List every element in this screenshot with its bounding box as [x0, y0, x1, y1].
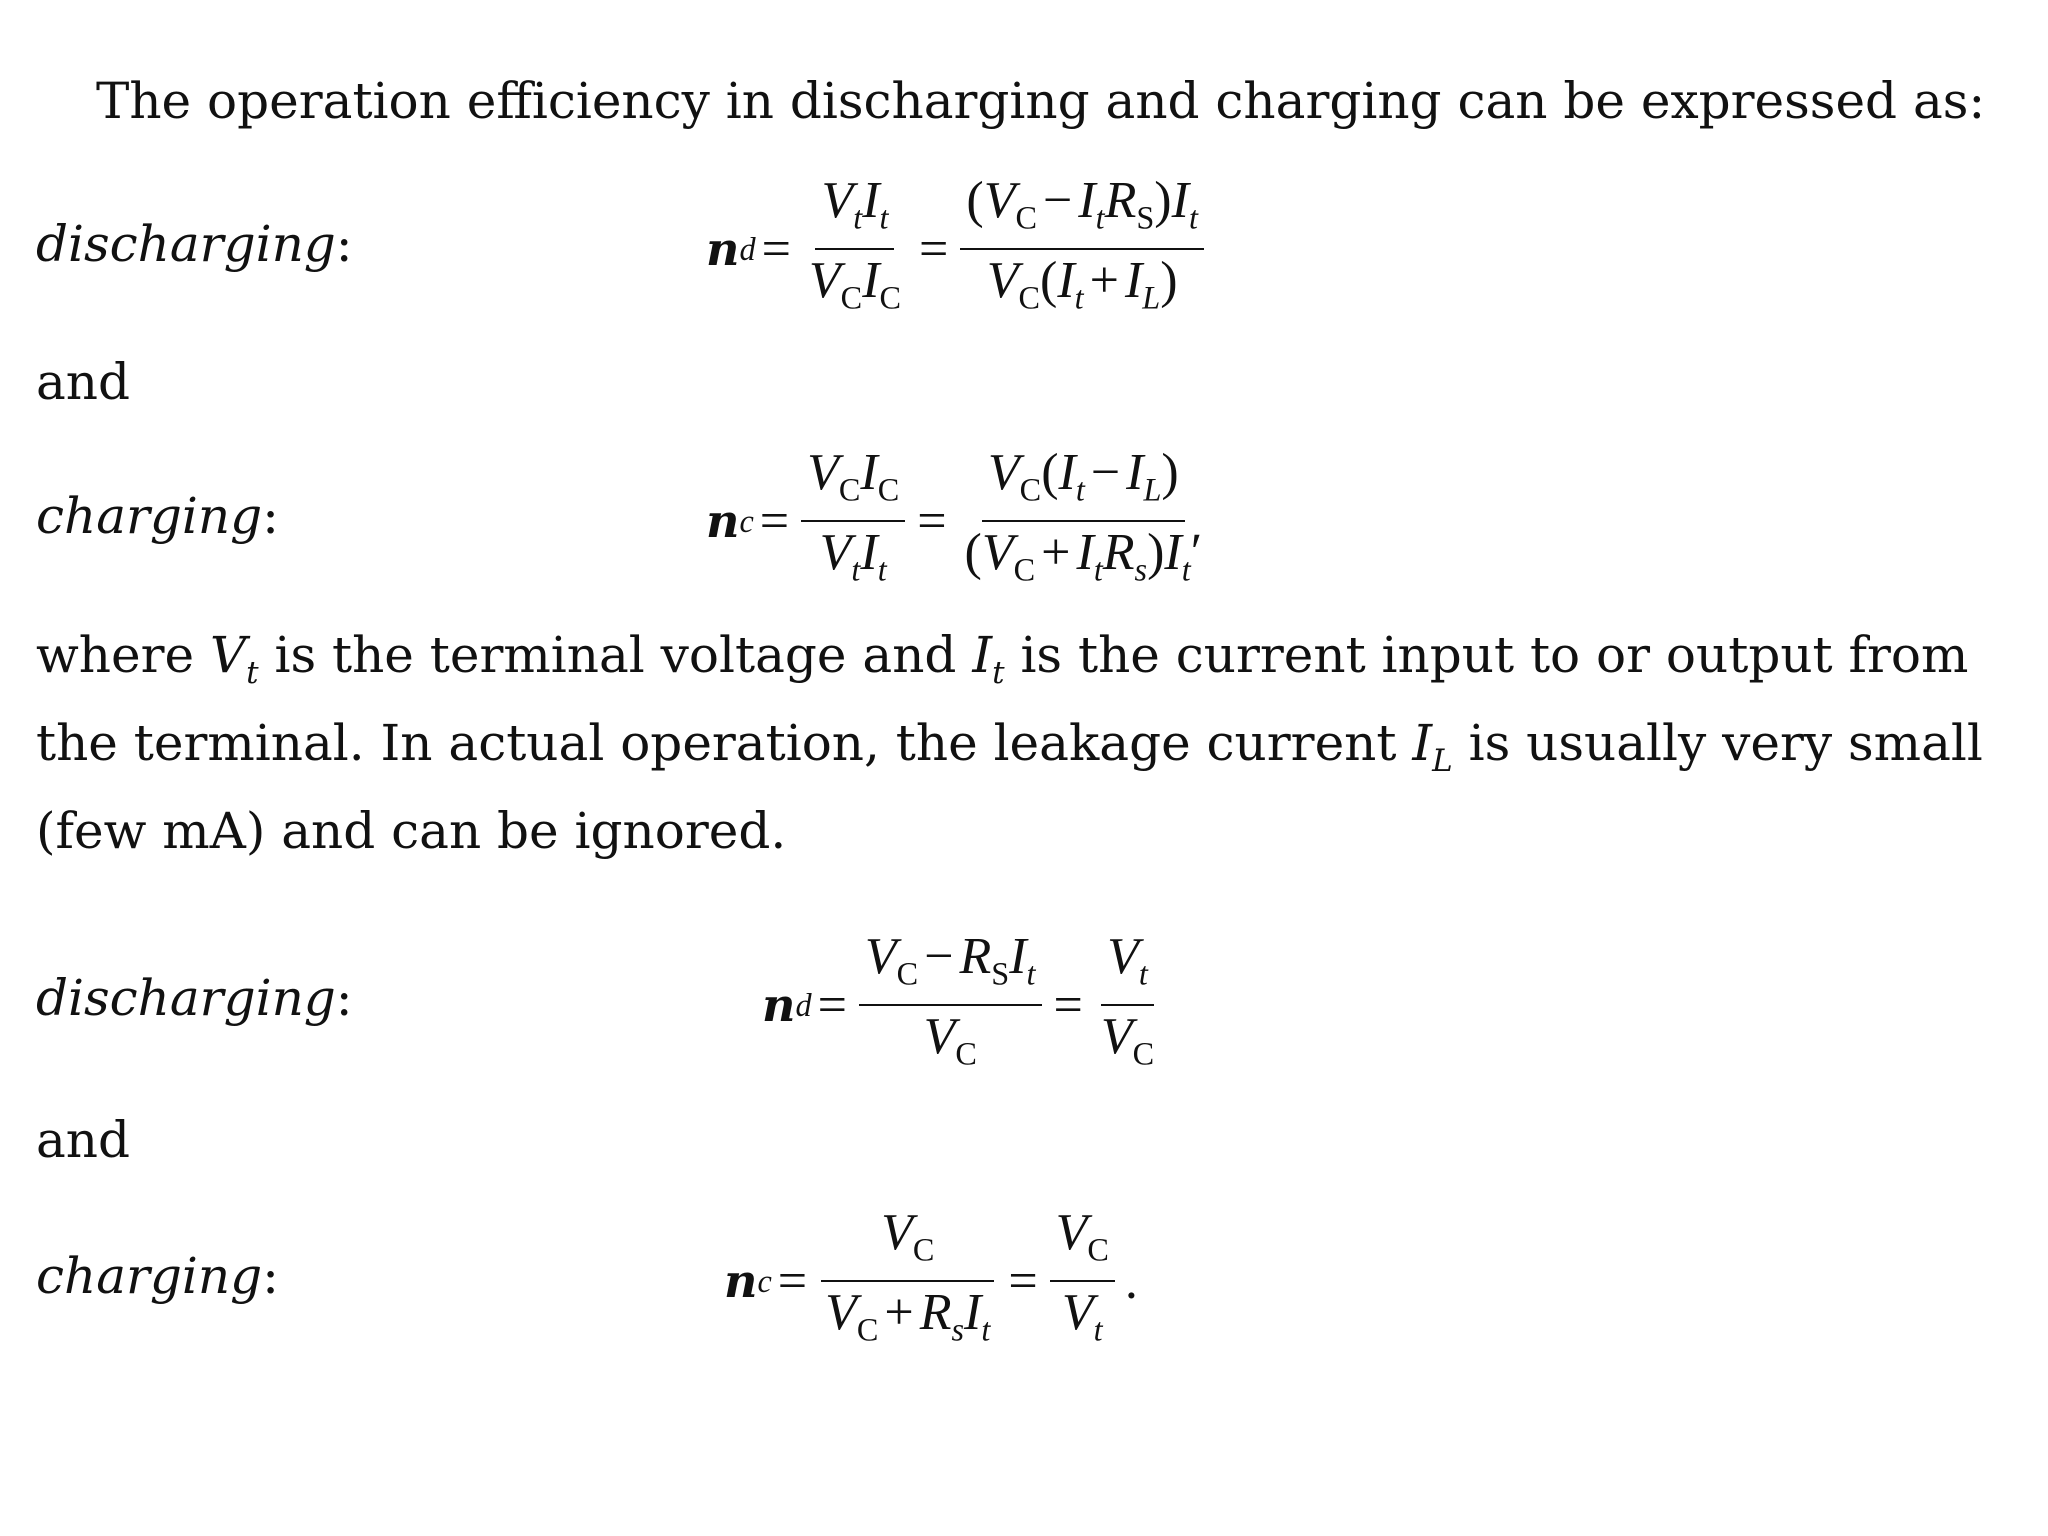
connector-and-2: and: [36, 1111, 131, 1169]
fraction-1b: $\frac{(V_C - I_tR_S)I_t}{V_C(I_t + I_L)}$: [960, 170, 1204, 329]
equation-discharging-efficiency: n d = $\frac{V_tI_t}{V_CI_C}$ = $\frac{(V_C - I_tR_S)I_t}{V_C(I_t + I_L)}$: [706, 170, 1210, 329]
fraction-2a: $\frac{V_CI_C}{V_tI_t}$: [801, 442, 905, 601]
equation-discharging-simplified: n d = $\frac{V_C - R_SI_t}{V_C}$ = $\frac{V_t}{V_C}$: [762, 926, 1166, 1085]
fraction-3a: $\frac{V_C - R_SI_t}{V_C}$: [859, 926, 1042, 1085]
fraction-4b: $\frac{V_C}{V_t}$: [1050, 1202, 1115, 1361]
label-discharging-2: discharging:: [36, 969, 353, 1027]
equation-charging-simplified: n c = $\frac{V_C}{V_C + R_sI_t}$ = $\frac{V_C}{V_t}$ .: [724, 1202, 1138, 1361]
label-charging-1: charging:: [36, 487, 279, 545]
fraction-1a: $\frac{V_tI_t}{V_CI_C}$: [808, 172, 902, 316]
connector-and-1: and: [36, 353, 131, 411]
equation-charging-efficiency: n c = $\frac{V_CI_C}{V_tI_t}$ = $\frac{V_C(I_t - I_L)}{(V_C + I_tR_s)I_t'}$: [706, 442, 1214, 601]
label-charging-2: charging:: [36, 1247, 279, 1305]
intro-paragraph: The operation efficiency in discharging and charging can be expressed as:: [96, 72, 1986, 130]
fraction-2b: $\frac{V_C(I_t - I_L)}{(V_C + I_tR_s)I_t'}$: [964, 444, 1203, 588]
label-discharging-1: discharging:: [36, 215, 353, 273]
fraction-4a: $\frac{V_C}{V_C + R_sI_t}$: [819, 1202, 996, 1361]
fraction-3b: $\frac{V_t}{V_C}$: [1100, 928, 1155, 1072]
definitions-paragraph: where $V_t$ is the terminal voltage and $I_t$ is the current input to or output from the terminal. In actual operation, the leakage current $I_L$ is usually very small (few mA) and can be ignored.: [36, 626, 1983, 860]
